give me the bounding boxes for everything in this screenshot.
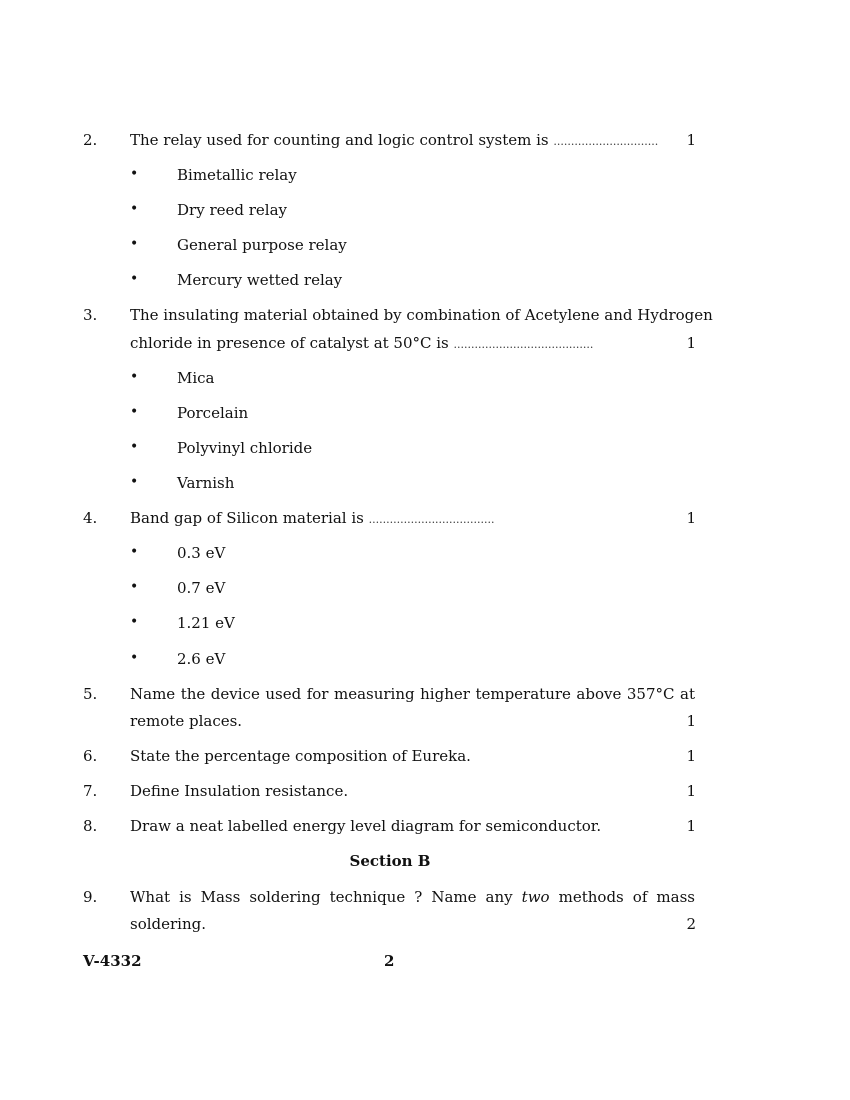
option: Porcelain [177,404,249,422]
section-heading: Section B [349,852,431,870]
bullet: • [130,166,139,182]
question-number: 4. [83,509,98,527]
bullet: • [130,201,139,217]
question-stem-b: methods of mass [558,888,695,906]
emphasis: two [521,888,550,906]
blank-dots: ........................................ [453,338,594,351]
page-number: 2 [384,952,395,970]
marks: 1 [686,334,696,352]
bullet: • [130,369,139,385]
question-stem: Band gap of Silicon material is [130,509,364,527]
bullet: • [130,650,139,666]
marks: 1 [686,782,696,800]
question-text-line1 [130,888,695,906]
question-number: 8. [83,817,98,835]
question-text-line1: Name the device used for measuring higher temperature above 357°C at [130,685,695,703]
bullet: • [130,474,139,490]
blank-dots: .................................... [368,513,495,526]
question-number: 5. [83,685,98,703]
bullet: • [130,579,139,595]
bullet: • [130,544,139,560]
question-text-line1: The insulating material obtained by combination of Acetylene and Hydrogen [130,306,713,324]
option: Bimetallic relay [177,166,297,184]
question-text: Define Insulation resistance. [130,782,349,800]
marks: 1 [686,747,696,765]
bullet: • [130,236,139,252]
bullet: • [130,614,139,630]
marks: 1 [686,131,696,149]
question-text: Draw a neat labelled energy level diagram for semiconductor. [130,817,602,835]
marks: 1 [686,712,696,730]
paper-code: V-4332 [83,952,142,970]
question-number: 3. [83,306,98,324]
question-stem: The relay used for counting and logic control system is [130,131,549,149]
option: Mercury wetted relay [177,271,343,289]
option: 0.7 eV [177,579,226,597]
question-text-line2 [130,334,593,352]
option: 1.21 eV [177,614,235,632]
bullet: • [130,404,139,420]
question-text [130,131,658,149]
question-number: 9. [83,888,98,906]
marks: 1 [686,509,696,527]
bullet: • [130,439,139,455]
question-number: 7. [83,782,98,800]
marks: 2 [686,915,696,933]
option: Dry reed relay [177,201,287,219]
option: Mica [177,369,215,387]
option: 0.3 eV [177,544,226,562]
option: Polyvinyl chloride [177,439,313,457]
bullet: • [130,271,139,287]
marks: 1 [686,817,696,835]
blank-dots: .............................. [553,135,659,148]
question-text-line2: remote places. [130,712,243,730]
question-number: 2. [83,131,98,149]
question-text-line2: soldering. [130,915,207,933]
question-text: State the percentage composition of Eureka. [130,747,471,765]
question-stem-a: What is Mass soldering technique ? Name any [130,888,513,906]
option: General purpose relay [177,236,347,254]
question-stem-cont: chloride in presence of catalyst at 50°C is [130,334,449,352]
question-text [130,509,495,527]
question-number: 6. [83,747,98,765]
option: 2.6 eV [177,650,226,668]
option: Varnish [177,474,235,492]
